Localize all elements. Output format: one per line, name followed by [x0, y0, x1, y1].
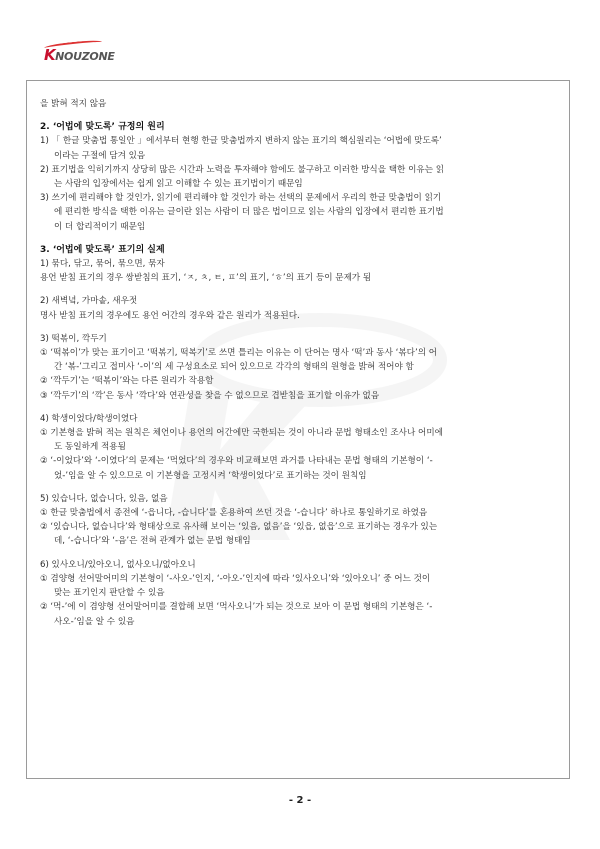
spacer [40, 234, 560, 243]
text-line: 이 더 합리적이기 때문임 [54, 221, 146, 232]
text-line: 5) 있습니다, 없습니다, 있음, 없음 [40, 493, 168, 504]
text-line: ① 한글 맞춤법에서 종전에 ‘-읍니다, -습니다’를 혼용하여 쓰던 것을 ‘-습니다’ 하나로 통일하기로 하였음 [40, 508, 428, 519]
text-line: 1) 「 한글 맞춤법 통일안 」에서부터 현행 한글 맞춤법까지 변하지 않는 표기의 핵심원리는 ‘어법에 맞도록’ [40, 136, 442, 147]
text-line: 용언 받침 표기의 경우 쌍받침의 표기, ‘ㅈ, ㅊ, ㅌ, ㅍ’의 표기, ‘ㅎ’의 표기 등이 문제가 됨 [40, 273, 372, 284]
text-line: 4) 학생이었다/학생이였다 [40, 413, 138, 424]
text-line: 사오-’임을 알 수 있음 [54, 616, 135, 627]
text-line: 데, ‘-습니다’와 ‘-음’은 전혀 관계가 없는 문법 형태임 [54, 536, 251, 547]
text-line: 명사 받침 표기의 경우에도 용언 어간의 경우와 같은 원리가 적용된다. [40, 310, 300, 321]
text-line: 3) 떡볶이, 깍두기 [40, 333, 107, 344]
text-line: 2) 새벽녘, 가마솥, 새우젓 [40, 296, 138, 307]
text-line: ② ‘있습니다, 없습니다’와 형태상으로 유사해 보이는 ‘있음, 없음’을 ‘있읍, 없읍’으로 표기하는 경우가 있는 [40, 522, 438, 533]
text-line: 이라는 구절에 담겨 있음 [54, 150, 146, 161]
spacer [40, 323, 560, 332]
text-line: 을 밝혀 적지 않음 [40, 99, 107, 109]
text-line: ① 기본형을 밝혀 적는 원칙은 체언이나 용언의 어간에만 국한되는 것이 아니라 문법 형태소인 조사나 어미에 [40, 428, 443, 439]
spacer [40, 549, 560, 558]
text-line: 2) 표기법을 익히기까지 상당히 많은 시간과 노력을 투자해야 함에도 불구하고 이러한 방식을 택한 이유는 읽 [40, 164, 445, 175]
text-line: 었-’임을 알 수 있으므로 이 기본형을 고정시켜 ‘학생이었다’로 표기하는 것이 원칙임 [54, 470, 367, 481]
text-line: 에 편리한 방식을 택한 이유는 글이란 읽는 사람이 더 많은 법이므로 읽는 사람의 입장에서 편리한 표기법 [54, 207, 444, 218]
spacer [40, 483, 560, 492]
text-line: 도 동일하게 적용됨 [54, 442, 126, 453]
text-line: 간 ‘볶-’그리고 접미사 ‘-이’의 세 구성요소로 되어 있으므로 각각의 형태의 원형을 밝혀 적어야 함 [54, 362, 414, 373]
text-line: ② ‘-이었다’와 ‘-이였다’의 문제는 ‘먹었다’의 경우와 비교해보면 과거를 나타내는 문법 형태의 기본형이 ‘- [40, 456, 433, 467]
section-heading: 3. ‘어법에 맞도록’ 표기의 실제 [40, 244, 165, 255]
spacer [40, 403, 560, 412]
logo-k: K [44, 46, 56, 64]
knouzone-logo [44, 46, 115, 66]
text-line: 3) 쓰기에 편리해야 할 것인가, 읽기에 편리해야 할 것인가 하는 선택의 문제에서 우리의 한글 맞춤법이 읽기 [40, 193, 442, 204]
section-heading: 2. ‘어법에 맞도록’ 규정의 원리 [40, 122, 165, 133]
text-line: ① 겸양형 선어말어미의 기본형이 ‘-사오-’인지, ‘-아오-’인지에 따라 ‘있사오니’와 ‘있아오니’ 중 어느 것이 [40, 573, 431, 584]
text-line: ① ‘떡볶이’가 맞는 표기이고 ‘떡볶기, 떡복기’로 쓰면 틀리는 이유는 이 단어는 명사 ‘떡’과 동사 ‘볶다’의 어 [40, 348, 438, 359]
text-line: ③ ‘깍두기’의 ‘깍’은 동사 ‘깍다’와 연관성을 찾을 수 없으므로 겹받침을 표기할 이유가 없음 [40, 390, 380, 401]
spacer [40, 285, 560, 294]
page-number: - 2 - [288, 795, 312, 806]
logo-text: NOUZONE [55, 50, 115, 63]
text-line: ② ‘깍두기’는 ‘떡볶이’와는 다른 원리가 작용함 [40, 376, 214, 387]
spacer [40, 111, 560, 120]
document-body [40, 97, 560, 629]
text-line: 맞는 표기인지 판단할 수 있음 [54, 588, 165, 599]
text-line: 6) 있사오니/있아오니, 없사오니/없아오니 [40, 559, 196, 570]
text-line: ② ‘먹-’에 이 겸양형 선어말어미를 결합해 보면 ‘먹사오니’가 되는 것으로 보아 이 문법 형태의 기본형은 ‘- [40, 602, 433, 613]
text-line: 는 사람의 입장에서는 쉽게 읽고 이해할 수 있는 표기법이기 때문임 [54, 179, 303, 190]
text-line: 1) 묶다, 닦고, 묶어, 묶으면, 묶자 [40, 259, 165, 270]
